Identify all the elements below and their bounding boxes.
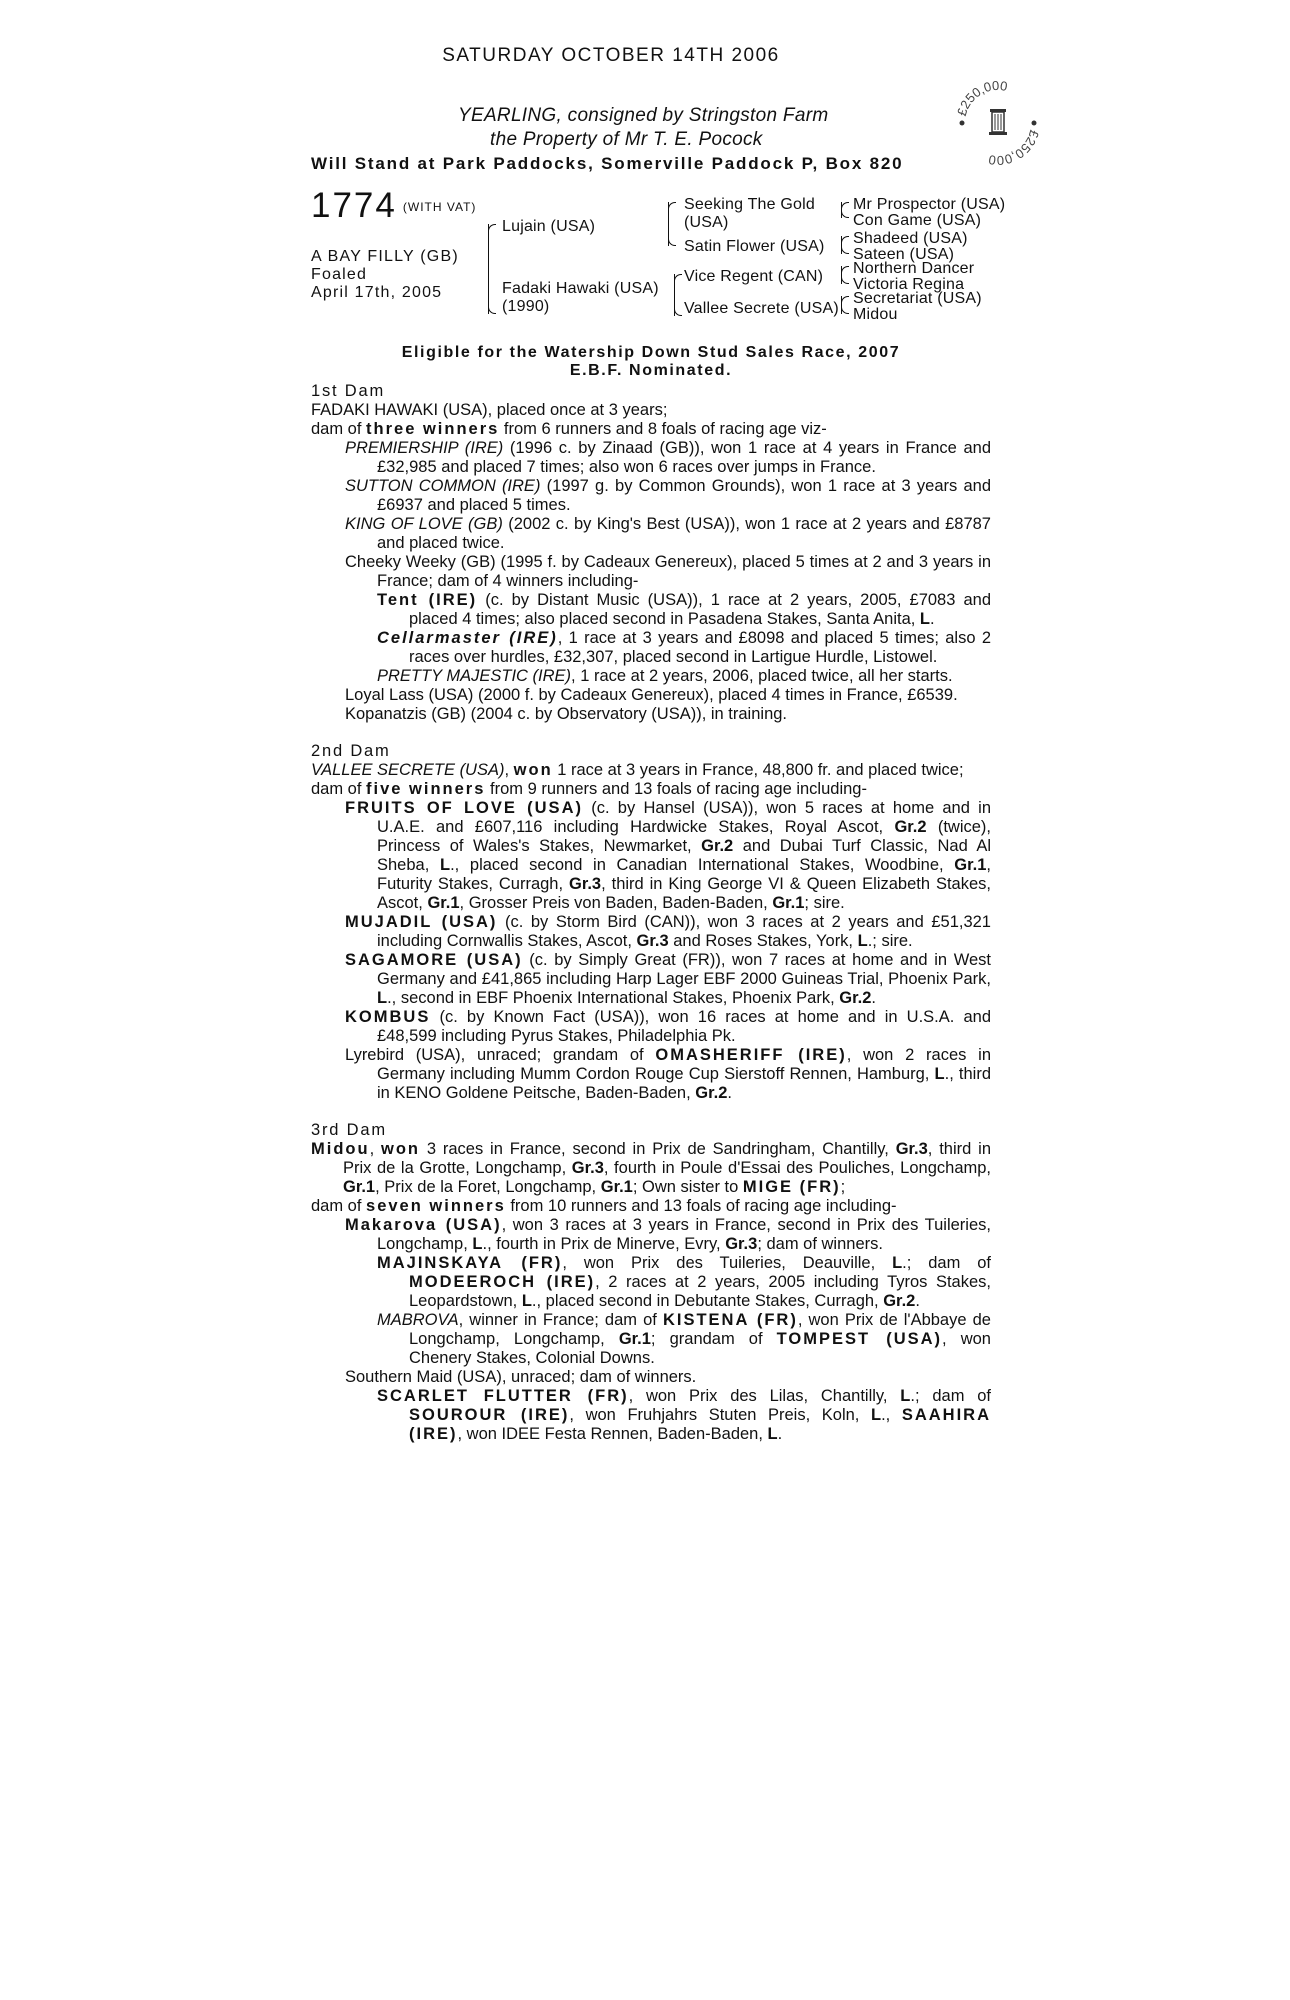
stamp-text: £250,000 — [953, 77, 1009, 118]
dam-sire: Vice Regent (CAN) — [684, 268, 824, 285]
dam-year: (1990) — [502, 298, 550, 315]
sire-sire: Seeking The Gold — [684, 196, 815, 213]
progeny-entry: Tent (IRE) (c. by Distant Music (USA)), 1 race at 2 years, 2005, £7083 and placed 4 times; also placed second in Pasadena Stakes, Santa Anita, L. — [377, 591, 991, 628]
progeny-entry: FRUITS OF LOVE (USA) (c. by Hansel (USA)), won 5 races at home and in U.A.E. and £607,116 including Hardwicke Stakes, Royal Ascot, Gr.2 (twice), Princess of Wales's Stakes, Newmarket, Gr.2 and Dubai Turf Classic, Nad Al Sheba, L., placed second in Canadian International Stakes, Woodbine, Gr.1, Futurity Stakes, Curragh, Gr.3, third in King George VI & Queen Elizabeth Stakes, Ascot, Gr.1, Grosser Preis von Baden, Baden-Baden, Gr.1; sire. — [345, 799, 992, 912]
progeny-entry: Lyrebird (USA), unraced; grandam of OMASHERIFF (IRE), won 2 races in Germany including Mumm Cordon Rouge Cup Sierstoff Rennen, Hamburg, L., third in KENO Goldene Peitsche, Baden-Baden, Gr.2. — [345, 1046, 991, 1102]
progeny-entry: SUTTON COMMON (IRE) (1997 g. by Common Grounds), won 1 race at 3 years and £6937 and placed 5 times. — [345, 477, 991, 514]
sale-date: SATURDAY OCTOBER 14TH 2006 — [442, 45, 780, 66]
eligibility-line-2: E.B.F. Nominated. — [569, 362, 733, 379]
eligibility — [311, 344, 991, 380]
first-dam-line: FADAKI HAWAKI (USA), placed once at 3 years; — [311, 401, 668, 419]
ancestor-4: Sateen (USA) — [853, 246, 955, 263]
progeny-entry: MABROVA, winner in France; dam of KISTENA (FR), won Prix de l'Abbaye de Longchamp, Longchamp, Gr.1; grandam of TOMPEST (USA), won Chenery Stakes, Colonial Downs. — [377, 1311, 991, 1367]
bracket-g3 — [841, 266, 842, 284]
progeny-entry: Loyal Lass (USA) (2000 f. by Cadeaux Genereux), placed 4 times in France, £6539. — [345, 686, 958, 704]
dam-dam: Vallee Secrete (USA) — [684, 300, 839, 317]
bracket-g2 — [841, 236, 842, 254]
svg-text:£250,000: £250,000 — [987, 128, 1043, 169]
bracket-dam — [674, 274, 675, 316]
first-dam-produce: dam of three winners from 6 runners and 8 foals of racing age viz- — [311, 420, 827, 438]
third-dam-heading: 3rd Dam — [311, 1121, 387, 1139]
progeny-entry: KING OF LOVE (GB) (2002 c. by King's Best (USA)), won 1 race at 2 years and £8787 and placed twice. — [345, 515, 991, 552]
lot-number — [311, 186, 477, 225]
progeny-entry: Makarova (USA), won 3 races at 3 years in France, second in Prix des Tuileries, Longchamp, L., fourth in Prix de Minerve, Evry, Gr.3; dam of winners. — [345, 1216, 991, 1253]
progeny-entry: MUJADIL (USA) (c. by Storm Bird (CAN)), won 3 races at 2 years and £51,321 including Cornwallis Stakes, Ascot, Gr.3 and Roses Stakes, York, L.; sire. — [345, 913, 991, 950]
progeny-entry: KOMBUS (c. by Known Fact (USA)), won 16 races at home and in U.S.A. and £48,599 including Pyrus Stakes, Philadelphia Pk. — [345, 1008, 991, 1045]
ancestor-2: Con Game (USA) — [853, 212, 982, 229]
progeny-entry: Kopanatzis (GB) (2004 c. by Observatory (USA)), in training. — [345, 705, 788, 723]
catalogue-body — [311, 382, 991, 1444]
progeny-entry: Cheeky Weeky (GB) (1995 f. by Cadeaux Genereux), placed 5 times at 2 and 3 years in France; dam of 4 winners including- — [345, 553, 991, 590]
consignment — [458, 104, 828, 152]
third-dam-produce: dam of seven winners from 10 runners and 13 foals of racing age including- — [311, 1197, 897, 1215]
foaled-label: Foaled — [311, 266, 368, 283]
stand-location: Will Stand at Park Paddocks, Somerville Paddock P, Box 820 — [311, 154, 904, 173]
progeny-entry: PRETTY MAJESTIC (IRE), 1 race at 2 years, 2006, placed twice, all her starts. — [377, 667, 953, 685]
second-dam-produce: dam of five winners from 9 runners and 13 foals of racing age including- — [311, 780, 867, 798]
price-stamp-icon — [951, 76, 1045, 170]
first-dam-heading: 1st Dam — [311, 382, 386, 400]
ancestor-6: Victoria Regina — [853, 276, 965, 293]
ancestor-3: Shadeed (USA) — [853, 230, 968, 247]
progeny-entry: SCARLET FLUTTER (FR), won Prix des Lilas, Chantilly, L.; dam of SOUROUR (IRE), won Fruhjahrs Stuten Preis, Koln, L., SAAHIRA (IRE), won IDEE Festa Rennen, Baden-Baden, L. — [377, 1387, 991, 1443]
consign-line-1: YEARLING, consigned by Stringston Farm — [458, 105, 829, 126]
progeny-entry: Cellarmaster (IRE), 1 race at 3 years and £8098 and placed 5 times; also 2 races over hurdles, £32,307, placed second in Lartigue Hurdle, Listowel. — [377, 629, 991, 666]
progeny-entry: PREMIERSHIP (IRE) (1996 c. by Zinaad (GB)), won 1 race at 4 years in France and £32,985 and placed 7 times; also won 6 races over jumps in France. — [345, 439, 991, 476]
bracket-g4 — [841, 296, 842, 314]
ancestor-5: Northern Dancer — [853, 260, 975, 277]
ancestor-1: Mr Prospector (USA) — [853, 196, 1006, 213]
bracket-main — [488, 224, 489, 314]
eligibility-line-1: Eligible for the Watership Down Stud Sales Race, 2007 — [401, 344, 901, 361]
horse-description — [311, 248, 459, 302]
second-dam-heading: 2nd Dam — [311, 742, 391, 760]
bracket-sire — [668, 202, 669, 246]
sire-sire-country: (USA) — [684, 214, 729, 231]
progeny-entry: Southern Maid (USA), unraced; dam of winners. — [345, 1368, 697, 1386]
ancestor-7: Secretariat (USA) — [853, 290, 982, 307]
progeny-entry: MAJINSKAYA (FR), won Prix des Tuileries, Deauville, L.; dam of MODEEROCH (IRE), 2 races at 2 years, 2005 including Tyros Stakes, Leopardstown, L., placed second in Debutante Stakes, Curragh, Gr.2. — [377, 1254, 991, 1310]
lot-number-value: 1774 — [311, 186, 397, 225]
bracket-g1 — [841, 202, 842, 218]
dam-name: Fadaki Hawaki (USA) — [502, 280, 659, 297]
consign-line-2: the Property of Mr T. E. Pocock — [490, 129, 763, 150]
sire-dam: Satin Flower (USA) — [684, 238, 825, 255]
horse-type: A BAY FILLY (GB) — [311, 248, 459, 265]
vat-label: (WITH VAT) — [402, 200, 477, 214]
third-dam-line: Midou, won 3 races in France, second in Prix de Sandringham, Chantilly, Gr.3, third in Prix de la Grotte, Longchamp, Gr.3, fourth in Poule d'Essai des Pouliches, Longchamp, Gr.1, Prix de la Foret, Longchamp, Gr.1; Own sister to MIGE (FR); — [311, 1140, 992, 1196]
sire: Lujain (USA) — [502, 218, 596, 235]
ancestor-8: Midou — [853, 306, 898, 323]
second-dam-line: VALLEE SECRETE (USA), won 1 race at 3 years in France, 48,800 fr. and placed twice; — [311, 761, 964, 779]
catalogue-page — [311, 45, 1043, 1443]
progeny-entry: SAGAMORE (USA) (c. by Simply Great (FR)), won 7 races at home and in West Germany and £41,865 including Harp Lager EBF 2000 Guineas Trial, Phoenix Park, L., second in EBF Phoenix International Stakes, Phoenix Park, Gr.2. — [345, 951, 991, 1007]
foal-date: April 17th, 2005 — [311, 284, 443, 301]
